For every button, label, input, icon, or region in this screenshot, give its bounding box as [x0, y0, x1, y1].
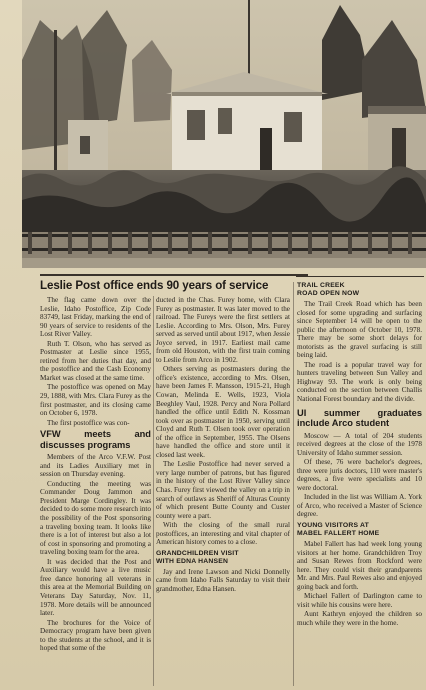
paragraph: Included in the list was William A. York of Arco, who received a Master of Science degree.: [297, 493, 422, 519]
paragraph: The Leslie Postoffice had never served a very large number of patrons, but has figured in the history of the Lost River Valley since Chas. Furey first viewed the valley on a trip in search of outlaws as Sheriff of Alturas County of which present Butte County and Custer county were a part.: [156, 460, 290, 520]
right-column: [297, 282, 422, 628]
headline-line: YOUNG VISITORS AT: [297, 522, 370, 530]
column-divider-left: [153, 296, 154, 686]
paragraph: Of these, 76 were bachelor's degrees, three were juris doctors, 110 were master's degrees, a five were specialists and 10 were doctoral.: [297, 458, 422, 492]
paragraph: The road is a popular travel way for hunters traveling between Sun Valley and Highway 93. The work is only being conducted on the section between Challis National Forest boundary and the divide.: [297, 360, 422, 404]
paragraph: Conducting the meeting was Commander Doug Jammon and President Marge Cordingley. It was decided to do some more research into the possibility of the Post sponsoring a traveling boxing team. It looks like there is a lot of interest but also a lot of cost in sponsoring and promoting a traveling boxing team for the area.: [40, 479, 151, 557]
paragraph: Michael Fallert of Darlington came to visit while his cousins were here.: [297, 592, 422, 609]
paragraph: The flag came down over the Leslie, Idaho Postoffice, Zip Code 83749, last Friday, marking the end of 90 years of service to residents of the Lost River Valley.: [40, 296, 151, 339]
grandchildren-visit-headline: [156, 550, 290, 566]
headline-line: GRANDCHILDREN VISIT: [156, 549, 239, 557]
left-column: [40, 296, 151, 653]
paragraph: The postoffice was opened on May 29, 1888, with Mrs. Clara Furey as the first postmaster, and its closing came on October 6, 1978.: [40, 383, 151, 418]
headline-line: ROAD OPEN NOW: [297, 290, 360, 297]
headline-line: TRAIL CREEK: [297, 282, 345, 289]
paragraph: Members of the Arco V.F.W. Post and its Ladies Auxiliary met in session on Thursday evening.: [40, 453, 151, 479]
paragraph: Others serving as postmasters during the office's existence, according to Mrs. Olsen, have been James F. Mansson, 1915-21, Hugh Cowan, Melinda E. Wells, 1923, Viola Beeghley Vaul, 1928. Percy and Nora Pollard handled the office until Edith N. Kossman took over as postmaster in 1950, serving until Cloyd and Ruth T. Olsen took over operation of the office in September, 1955. The Olsens have handled the office and store until it closed last week.: [156, 365, 290, 459]
young-visitors-headline: [297, 522, 422, 538]
paragraph: The first postoffice was con-: [47, 418, 130, 427]
paragraph: The brochures for the Voice of Democracy program have been given to the students at the school, and it is hoped that some of the: [40, 618, 151, 653]
photo-bottom-rule: [40, 274, 308, 276]
paragraph: ducted in the Chas. Furey home, with Clara Furey as postmaster. It was later moved to the railroad. The Fureys were the first settlers at Leslie. According to Mrs. Olson, Mrs. Furey served as served until about 1917, when Jessie Joyce served, in 1917. Earliest mail came from old Houston, with the first train coming to Leslie from Arco in 1902.: [156, 296, 290, 364]
paragraph: Jay and Irene Lawson and Nicki Donnelly came from Idaho Falls Saturday to visit their grandmother, Edna Hansen.: [156, 567, 290, 593]
right-top-rule: [296, 276, 424, 277]
column-divider-right: [293, 282, 294, 686]
paragraph: Moscow — A total of 204 students received degrees at the close of the 1978 University of Idaho summer session.: [297, 431, 422, 457]
headline-line: WITH EDNA HANSEN: [156, 557, 229, 565]
paragraph: Ruth T. Olson, who has served as Postmaster at Leslie since 1955, retired from her duties that day, and the postoffice and the Cash Economy Market was closed at the same time.: [40, 339, 151, 382]
middle-column: [156, 296, 290, 594]
headline-line: MABEL FALLERT HOME: [297, 530, 380, 538]
paragraph: With the closing of the small rural postoffices, an interesting and vital chapter of American history comes to a close.: [156, 521, 290, 547]
trail-creek-headline: [297, 282, 422, 298]
vfw-headline: VFW meets and discusses programs: [40, 429, 151, 450]
post-office-photo: [22, 0, 426, 268]
headline: Leslie Post office ends 90 years of service: [40, 279, 269, 292]
paragraph: It was decided that the Post and Auxiliary would have a live music free dance honoring all veterans in this area at the Memorial Building on Veterans Day Saturday, Nov. 11, 1978. More details will be announced later.: [40, 557, 151, 618]
paragraph: The Trail Creek Road which has been closed for some upgrading and surfacing since September 14 will be open to the public the afternoon of October 10, 1978. There may be some short delays for motorists as the gravel surfacing is still being laid.: [297, 300, 422, 360]
paragraph: Mabel Fallert has had week long young visitors at her home. Grandchildren Troy and Susan Rewes from Rockford were here. They could visit their grandparents Mr. and Mrs. Paul Rewes also and enjoyed going back and forth.: [297, 540, 422, 591]
paragraph: Aunt Kathryn enjoyed the children so much while they were in the home.: [297, 610, 422, 627]
ui-graduates-headline: UI summer graduates include Arco student: [297, 407, 422, 429]
